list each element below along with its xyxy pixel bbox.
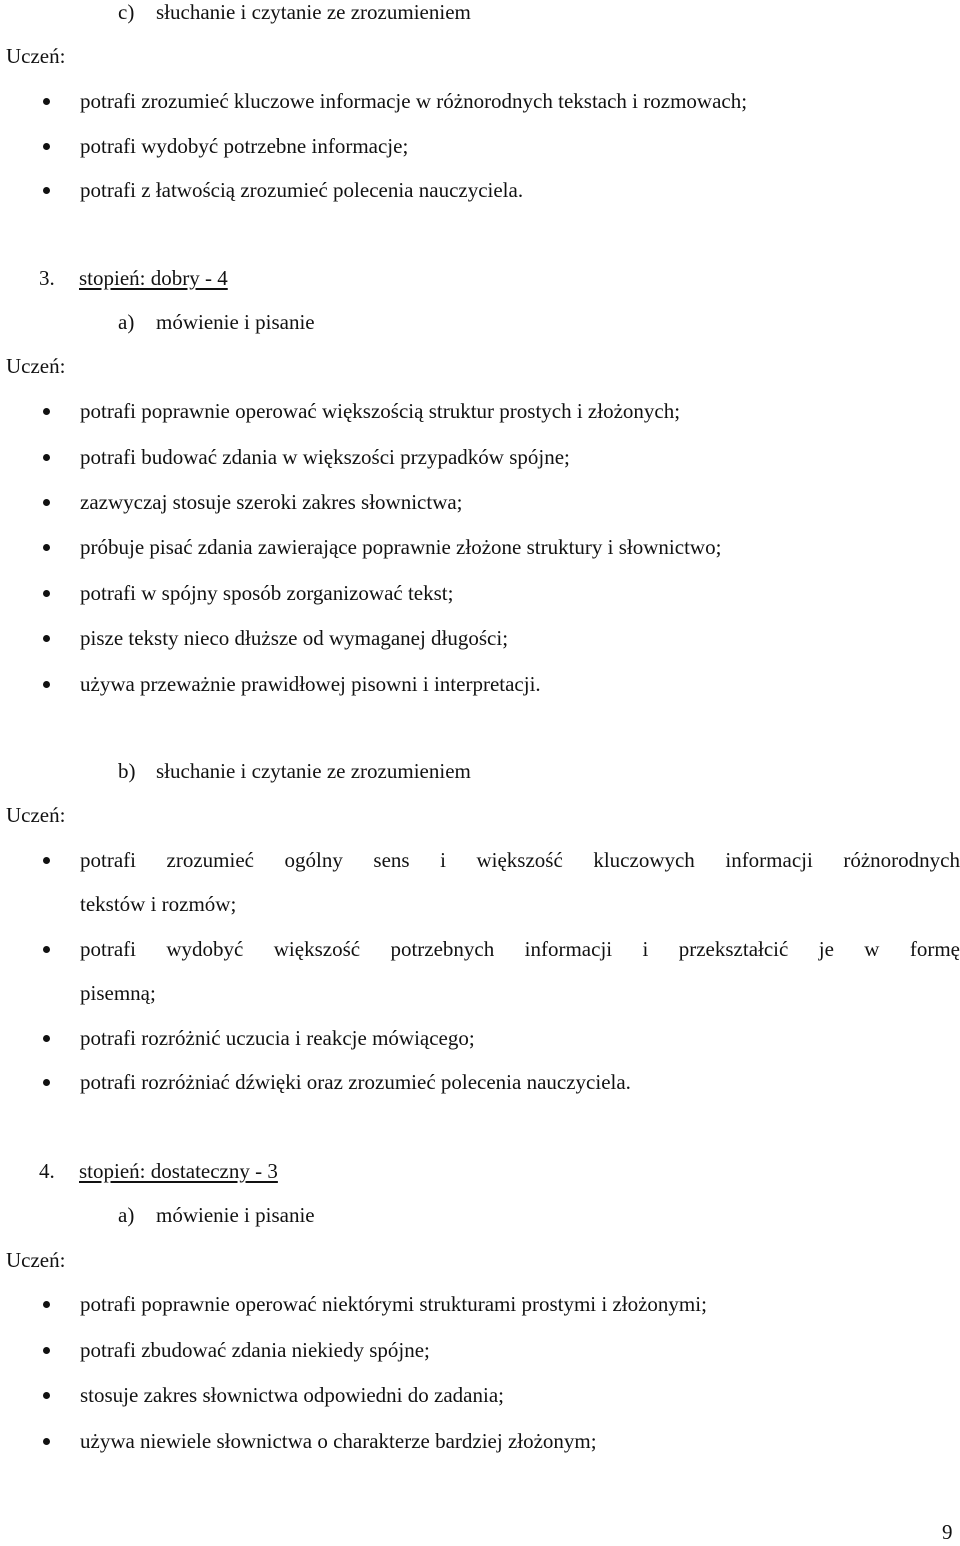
bullet-icon xyxy=(43,635,50,642)
grade-title: stopień: dostateczny - 3 xyxy=(79,1159,278,1183)
uczen-label: Uczeń: xyxy=(6,803,66,827)
bullet-icon xyxy=(43,1035,50,1042)
section-letter: a) xyxy=(118,310,135,334)
page-number: 9 xyxy=(942,1520,953,1544)
bullet-icon xyxy=(43,187,50,194)
uczen-label: Uczeń: xyxy=(6,1248,66,1272)
bullet-icon xyxy=(43,544,50,551)
bullet-icon xyxy=(43,1347,50,1354)
bullet-icon xyxy=(43,98,50,105)
list-item-continuation: pisemną; xyxy=(80,981,156,1005)
bullet-icon xyxy=(43,1079,50,1086)
bullet-icon xyxy=(43,1438,50,1445)
grade-title: stopień: dobry - 4 xyxy=(79,266,228,290)
uczen-label: Uczeń: xyxy=(6,44,66,68)
bullet-icon xyxy=(43,1301,50,1308)
section-title: mówienie i pisanie xyxy=(156,310,315,334)
section-letter: b) xyxy=(118,759,136,783)
bullet-icon xyxy=(43,143,50,150)
bullet-icon xyxy=(43,857,50,864)
section-letter: c) xyxy=(118,0,135,24)
section-title: słuchanie i czytanie ze zrozumieniem xyxy=(156,0,471,24)
bullet-icon xyxy=(43,681,50,688)
uczen-label: Uczeń: xyxy=(6,354,66,378)
list-item-continuation: tekstów i rozmów; xyxy=(80,892,237,916)
section-letter: a) xyxy=(118,1203,135,1227)
section-title: słuchanie i czytanie ze zrozumieniem xyxy=(156,759,471,783)
grade-number: 3. xyxy=(39,266,55,290)
bullet-icon xyxy=(43,1392,50,1399)
bullet-icon xyxy=(43,454,50,461)
bullet-icon xyxy=(43,499,50,506)
bullet-icon xyxy=(43,408,50,415)
section-title: mówienie i pisanie xyxy=(156,1203,315,1227)
bullet-icon xyxy=(43,946,50,953)
grade-number: 4. xyxy=(39,1159,55,1183)
bullet-icon xyxy=(43,590,50,597)
